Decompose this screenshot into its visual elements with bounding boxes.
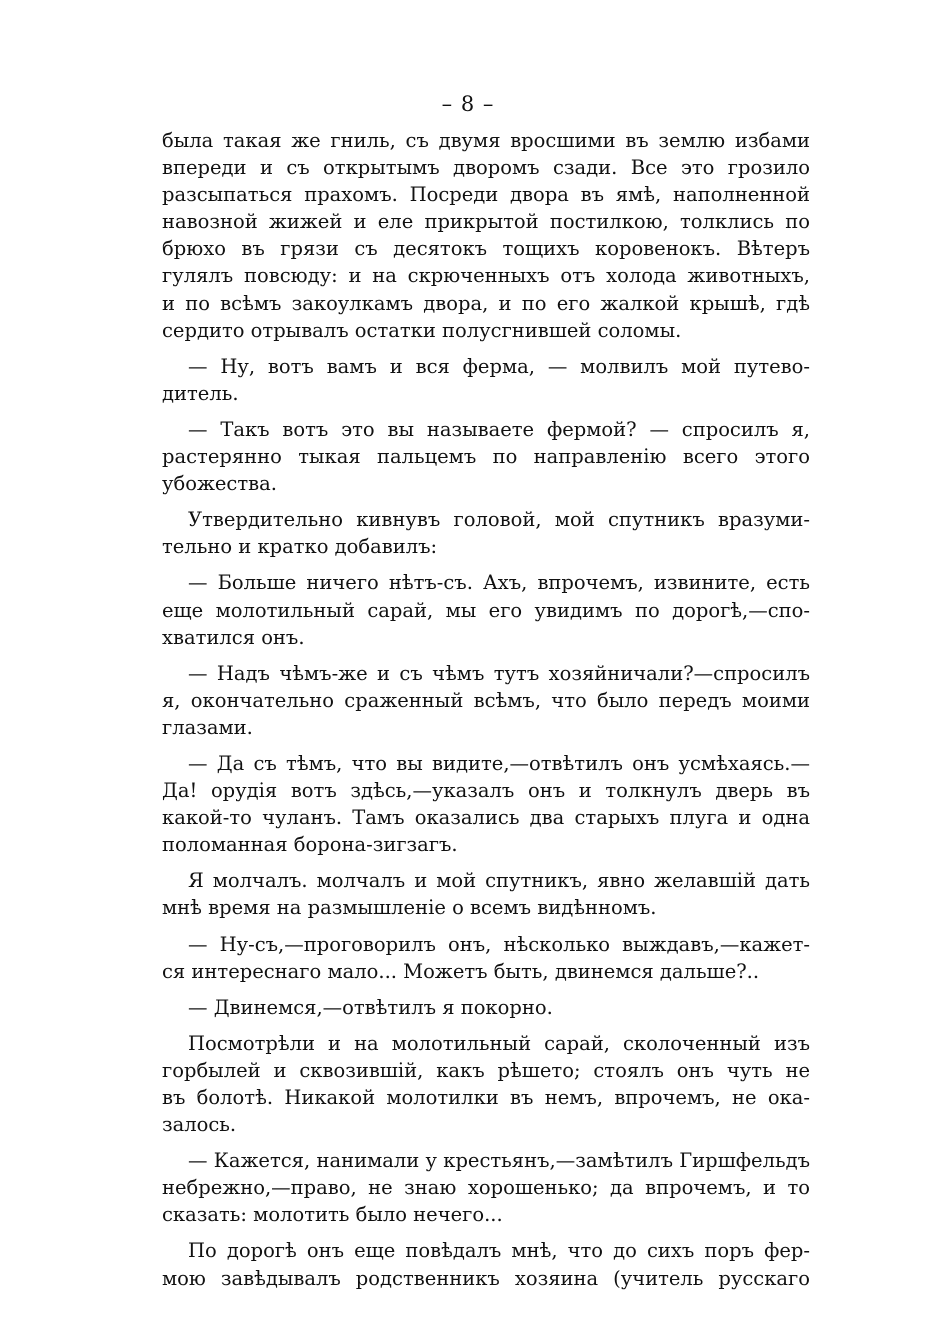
text-line: навозной жижей и еле прикрытой постилкою, толклись по <box>162 210 810 234</box>
text-line: впереди и съ открытымъ дворомъ сзади. Все это грозило <box>162 156 810 180</box>
paragraph-gap <box>162 1138 810 1147</box>
text-line: растерянно тыкая пальцемъ по направленію всего этого <box>162 445 810 469</box>
paragraph-gap <box>162 407 810 416</box>
text-line: тельно и кратко добавилъ: <box>162 535 438 559</box>
paragraph-gap <box>162 922 810 931</box>
paragraph <box>162 1147 810 1228</box>
paragraph-gap <box>162 1021 810 1030</box>
paragraph-gap <box>162 741 810 750</box>
paragraph <box>162 660 810 741</box>
text-line: сердито отрывалъ остатки полусгнившей соломы. <box>162 318 682 342</box>
text-line: — Ну-съ,—проговорилъ онъ, нѣсколько выждавъ,—кажет- <box>188 932 810 956</box>
text-line: гулялъ повсюду: и на скрюченныхъ отъ холода животныхъ, <box>162 264 810 288</box>
text-line: Посмотрѣли и на молотильный сарай, сколоченный изъ <box>188 1031 810 1055</box>
paragraph-gap <box>162 497 810 506</box>
paragraph <box>162 750 810 858</box>
paragraph <box>162 931 810 985</box>
text-line: — Двинемся,—отвѣтилъ я покорно. <box>188 995 553 1019</box>
text-line: — Надъ чѣмъ-же и съ чѣмъ тутъ хозяйничали?—спросилъ <box>188 661 810 685</box>
text-line: была такая же гниль, съ двумя вросшими въ землю избами <box>162 129 810 152</box>
text-line: — Да съ тѣмъ, что вы видите,—отвѣтилъ онъ усмѣхаясь.— <box>188 751 810 775</box>
text-line: — Такъ вотъ это вы называете фермой? — спросилъ я, <box>188 417 810 441</box>
text-line: брюхо въ грязи съ десятокъ тощихъ коровенокъ. Вѣтеръ <box>162 237 810 261</box>
paragraph <box>162 1030 810 1138</box>
paragraph-gap <box>162 985 810 994</box>
text-line: убожества. <box>162 472 277 496</box>
text-line: — Ну, вотъ вамъ и вся ферма, — молвилъ мой путево- <box>188 354 810 378</box>
text-line: небрежно,—право, не знаю хорошенько; да впрочемъ, и то <box>162 1176 810 1200</box>
paragraph <box>162 994 810 1021</box>
paragraph <box>162 416 810 497</box>
text-line: поломанная борона-зигзагъ. <box>162 833 458 857</box>
text-line: въ болотѣ. Никакой молотилки въ немъ, впрочемъ, не ока- <box>162 1086 810 1109</box>
body-text <box>162 127 810 1292</box>
paragraph-gap <box>162 560 810 569</box>
text-line: ся интереснаго мало... Можетъ быть, двинемся дальше?.. <box>162 959 760 983</box>
text-line: сказать: молотить было нечего... <box>162 1203 503 1227</box>
paragraph-gap <box>162 1228 810 1237</box>
text-line: дитель. <box>162 381 239 405</box>
text-line: глазами. <box>162 715 253 739</box>
text-line: Утвердительно кивнувъ головой, мой спутникъ вразуми- <box>188 508 810 532</box>
text-line: хватился онъ. <box>162 625 305 649</box>
text-line: Я молчалъ. молчалъ и мой спутникъ, явно желавшій дать <box>188 869 810 893</box>
text-line: залось. <box>162 1113 237 1137</box>
paragraph-gap <box>162 651 810 660</box>
paragraph <box>162 1237 810 1291</box>
paragraph-gap <box>162 858 810 867</box>
text-line: — Кажется, нанимали у крестьянъ,—замѣтилъ Гиршфельдъ <box>188 1149 810 1173</box>
paragraph-gap <box>162 344 810 353</box>
text-line: Да! орудія вотъ здѣсь,—указалъ онъ и толкнулъ дверь въ <box>162 779 810 803</box>
text-line: горбылей и сквозившій, какъ рѣшето; стоялъ онъ чуть не <box>162 1058 810 1082</box>
text-line: я, окончательно сраженный всѣмъ, что было передъ моими <box>162 688 810 712</box>
text-line: разсыпаться прахомъ. Посреди двора въ ямѣ, наполненной <box>162 183 810 207</box>
paragraph <box>162 506 810 560</box>
text-line: еще молотильный сарай, мы его увидимъ по дорогѣ,—спо- <box>162 598 810 622</box>
text-line: мнѣ время на размышленіе о всемъ видѣнномъ. <box>162 896 657 920</box>
text-line: мою завѣдывалъ родственникъ хозяина (учитель русскаго <box>162 1266 810 1290</box>
text-line: По дорогѣ онъ еще повѣдалъ мнѣ, что до сихъ поръ фер- <box>188 1239 810 1263</box>
text-line: — Больше ничего нѣтъ-съ. Ахъ, впрочемъ, извините, есть <box>188 571 810 595</box>
paragraph <box>162 127 810 344</box>
page-number: – 8 – <box>441 92 495 116</box>
paragraph <box>162 353 810 407</box>
paragraph <box>162 569 810 650</box>
text-line: какой-то чуланъ. Тамъ оказались два старыхъ плуга и одна <box>162 806 810 830</box>
text-line: и по всѣмъ закоулкамъ двора, и по его жалкой крышѣ, гдѣ <box>162 291 810 315</box>
paragraph <box>162 867 810 921</box>
